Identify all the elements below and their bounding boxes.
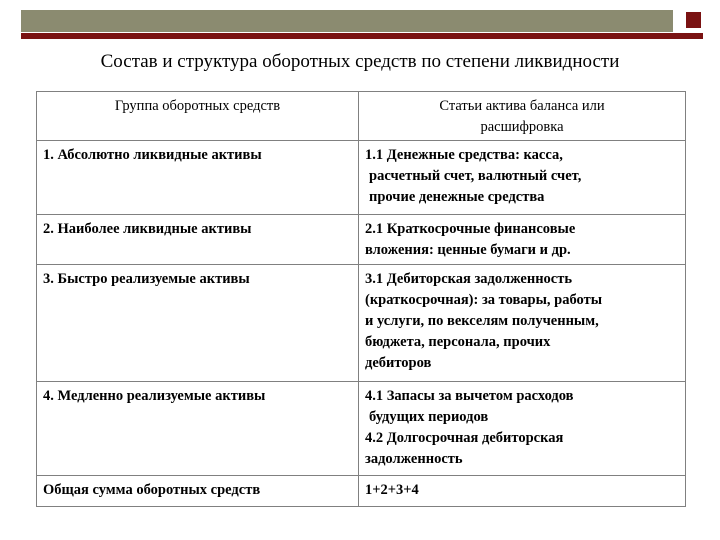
items-cell xyxy=(359,265,686,382)
table-row xyxy=(37,141,686,215)
item-line: 2.1 Краткосрочные финансовые xyxy=(365,221,576,237)
item-line: 4.1 Запасы за вычетом расходов xyxy=(365,388,574,404)
header-group-cell xyxy=(37,92,359,141)
table-row xyxy=(37,265,686,382)
items-cell xyxy=(359,382,686,476)
item-line: (краткосрочная): за товары, работы xyxy=(365,292,603,308)
group-label: Общая сумма оборотных средств xyxy=(43,482,261,498)
item-line: расчетный счет, валютный счет, xyxy=(369,168,582,184)
header-items-label-line2: расшифровка xyxy=(480,119,564,135)
group-label: 4. Медленно реализуемые активы xyxy=(43,388,266,404)
group-cell xyxy=(37,265,359,382)
group-cell xyxy=(37,382,359,476)
items-cell xyxy=(359,141,686,215)
slide-title: Состав и структура оборотных средств по степени ликвидности xyxy=(100,51,620,72)
group-cell xyxy=(37,215,359,265)
group-label: 2. Наиболее ликвидные активы xyxy=(43,221,252,237)
table-header-row xyxy=(37,92,686,141)
slide-accent-line xyxy=(21,33,703,39)
table-row xyxy=(37,215,686,265)
table-row xyxy=(37,476,686,507)
group-label: 3. Быстро реализуемые активы xyxy=(43,271,250,287)
table-row xyxy=(37,382,686,476)
group-cell xyxy=(37,476,359,507)
slide-top-bar xyxy=(21,10,673,32)
header-items-label-line1: Статьи актива баланса или xyxy=(439,98,605,114)
header-items-cell xyxy=(359,92,686,141)
group-cell xyxy=(37,141,359,215)
group-label: 1. Абсолютно ликвидные активы xyxy=(43,147,262,163)
item-line: вложения: ценные бумаги и др. xyxy=(365,242,571,258)
item-line: будущих периодов xyxy=(369,409,489,425)
items-cell xyxy=(359,476,686,507)
item-line: 4.2 Долгосрочная дебиторская xyxy=(365,430,564,446)
item-line: задолженность xyxy=(365,451,463,467)
item-line: 3.1 Дебиторская задолженность xyxy=(365,271,573,287)
item-line: и услуги, по векселям полученным, xyxy=(365,313,599,329)
item-line: 1+2+3+4 xyxy=(365,482,419,498)
item-line: 1.1 Денежные средства: касса, xyxy=(365,147,563,163)
items-cell xyxy=(359,215,686,265)
item-line: дебиторов xyxy=(365,355,432,371)
slide-corner-square xyxy=(686,12,701,28)
item-line: прочие денежные средства xyxy=(369,189,545,205)
liquidity-table xyxy=(36,91,686,507)
header-group-label: Группа оборотных средств xyxy=(114,98,281,114)
item-line: бюджета, персонала, прочих xyxy=(365,334,551,350)
